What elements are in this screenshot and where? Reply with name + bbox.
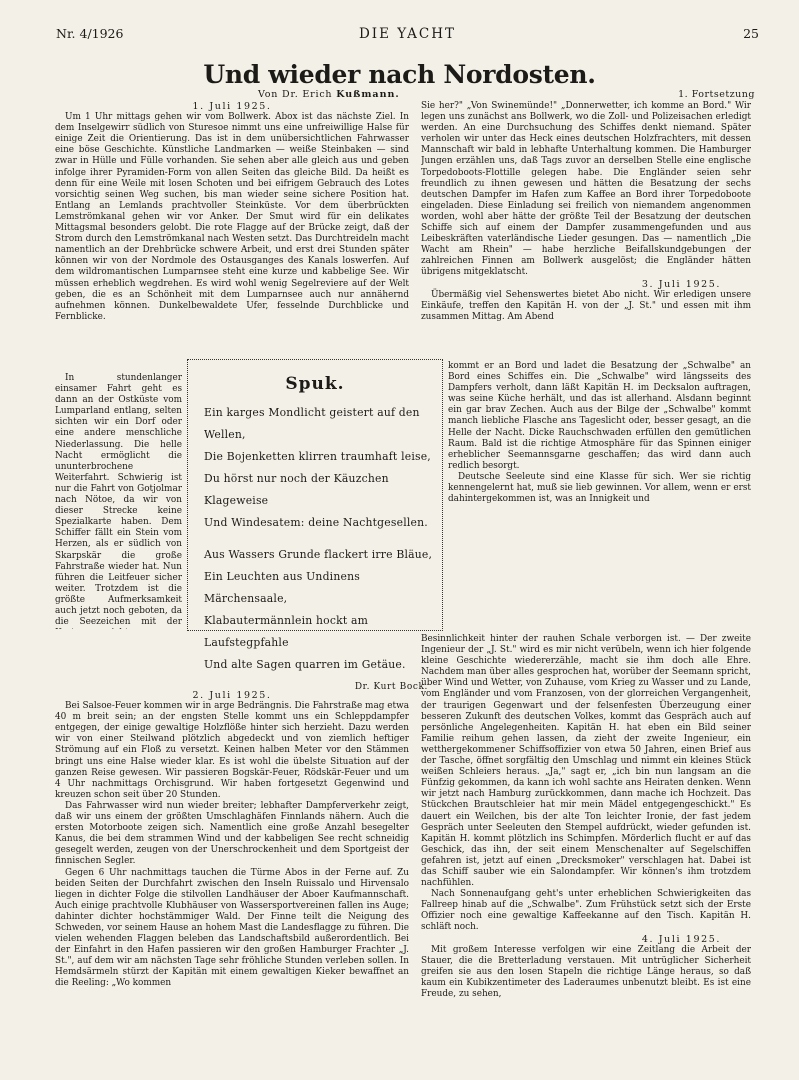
paragraph: Das Fahrwasser wird nun wieder breiter; lebhafter Dampferverkehr zeigt, daß wir uns einem der größten Umschlaghäfen Finnlands nähern. Auch die ersten Motorboote zeigen sich. Namentlich eine große Anzahl besegelter Kanus, die bei dem strammen Wind und der kabbeligen See recht schneidig gesegelt werden, zeugen von der Unerschrockenheit und dem Sportgeist der finnischen Segler. [55,800,409,867]
right-column-narrow [448,361,751,633]
left-column-bottom [55,690,409,1046]
paragraph: kommt er an Bord und ladet die Besatzung der „Schwalbe" an Bord eines Schiffes ein. Die „Schwalbe" wird längsseits des Dampfers verholt, dann läßt Kapitän H. im Decksalon auftragen, was seine Küche herhält, und das ist allerhand. Alsdann beginnt ein gar brav Zechen. Auch aus der Bilge der „Schwalbe" kommt manch liebliche Flasche ans Tageslicht oder, besser gesagt, an die Helle der Nacht. Dicke Rauchschwaden erfüllen den gemütlichen Raum. Bald ist die richtige Atmosphäre für das Spinnen einiger erheblicher Seemannsgarne geschaffen; das wird dann auch redlich besorgt. [448,361,751,471]
byline-prefix: Von Dr. Erich [258,89,337,100]
paragraph: Besinnlichkeit hinter der rauhen Schale verborgen ist. — Der zweite Ingenieur der „J. St." wird es mir nicht verübeln, wenn ich hier folgende kleine Geschichte wiedererzähle, macht sie ihm doch alle Ehre. Nachdem man über alles gesprochen hat, worüber der Seemann spricht, über Wind und Wetter, von Zuhause, vom Krieg zu Wasser und zu Lande, vom Engländer und vom Franzosen, von der glorreichen Vergangenheit, der traurigen Gegenwart und der felsenfesten Überzeugung einer besseren Zukunft des deutschen Volkes, kommt das Gespräch auch auf persönliche Angelegenheiten. Kapitän H. hat eben ein Bild seiner Familie reihum gehen lassen, da zieht der zweite Ingenieur, ein wetthergekommener Schiffsoffizier von etwa 50 Jahren, einen Brief aus der Tasche, öffnet sorgfältig den Umschlag und nimmt ein kleines Stück weißen Schleiers heraus. „Ja," sagt er, „ich bin nun langsam an die Fünfzig gekommen, da kann ich wohl sachte ans Heiraten denken. Wenn wir jetzt nach Hamburg zurückkommen, dann mache ich Hochzeit. Das Stückchen Brautschleier hat mir mein Mädel entgegengeschickt." Es dauert ein Weilchen, bis der alte Ton leichter Ironie, der fast jedem Gespräch unter Seeleuten den Stempel aufdrückt, wieder gefunden ist. Kapitän H. kommt plötzlich ins Schimpfen. Mörderlich flucht er auf das Geschick, das ihn, der seit einem Menschenalter auf Segelschiffen gefahren ist, jetzt auf einen „Drecksmoker" verschlagen hat. Dabei ist das Schiff sauber wie ein Salondampfer. Wir können's ihm trotzdem nachfühlen. [421,634,751,889]
left-column-top [55,101,409,373]
paragraph: Deutsche Seeleute sind eine Klasse für sich. Wer sie richtig kennengelernt hat, muß sie lieb gewinnen. Vor allem, wenn er erst dahintergekommen ist, was an Innigkeit und [448,471,751,505]
author-name: Kußmann. [336,89,400,100]
paragraph: Um 1 Uhr mittags gehen wir vom Bollwerk. Abox ist das nächste Ziel. In dem Inselgewirr südlich von Sturesoe nimmt uns eine unfreiwillige Halse für einige Zeit die Orientierung. Das ist in dem unübersichtlichen Fahrwasser eine böse Geschichte. Künstliche Landmarken — weiße Steinbaken — sind zwar in Hülle und Fülle vorhanden. Sie sehen aber alle gleich aus und geben infolge ihrer Pyramiden-Form von allen Seiten das gleiche Bild. Da heißt es denn für eine Weile mit losen Schoten und bei eifrigem Gebrauch des Lotes vorsichtig seinen Weg suchen, bis man wieder seine sichere Position hat. Entlang an Lemlands prachtvoller Steinküste. Vor dem überbrückten Lemströmkanal gehen wir vor Anker. Der Smut wird für ein delikates Mittagsmal besonders gelobt. Die rote Flagge auf der Brücke zeigt, daß der Strom durch den Lemströmkanal nach Westen setzt. Das Durchtreideln macht namentlich an der Drehbrücke schwere Arbeit, und erst drei Stunden später können wir von der Nordmole des Ostausganges des Kanals loswerfen. Auf dem wildromantischen Lumparnsee steht eine kurze und kabbelige See. Wir müssen erheblich wegdrehen. Es wird wohl wenig Segelreviere auf der Welt geben, die es an Schönheit mit dem Lumparnsee auch nur annähernd aufnehmen können. Dunkelbewaldete Ufer, fesselnde Durchblicke und Fernblicke. [55,112,409,322]
page-number: 25 [743,26,759,41]
date-heading: 3. Juli 1925. [641,278,721,290]
paragraph: Mit großem Interesse verfolgen wir eine Zeitlang die Arbeit der Stauer, die die Bretterladung verstauen. Mit untrüglicher Sicherheit greifen sie aus den losen Stapeln die richtige Länge heraus, so daß kaum ein Kubikzentimeter des Laderaumes unbenutzt bleibt. Es ist eine Freude, zu sehen, [421,944,751,999]
continuation-label: 1. Fortsetzung [678,89,755,100]
poem-author: Dr. Kurt Bock. [354,682,428,692]
paragraph: In stundenlanger einsamer Fahrt geht es dann an der Ostküste vom Lumparland entlang, selten sichten wir ein Dorf oder eine andere menschliche Niederlassung. Die helle Nacht ermöglicht die ununterbrochene Weiterfahrt. Schwierig ist nur die Fahrt von Gotjolmar nach Nötoe, da wir von dieser Strecke keine Spezialkarte haben. Dem Schiffer fällt ein Stein vom Herzen, als er südlich von Skarpskär die große Fahrstraße wieder hat. Nun führen die Leitfeuer sicher weiter. Trotzdem ist die größte Aufmerksamkeit auch jetzt noch geboten, da die Seezeichen mit der [55,373,182,628]
paragraph: Sie her?" „Von Swinemünde!" „Donnerwetter, ich komme an Bord." Wir legen uns zunächst ans Bollwerk, wo die Zoll- und Polizeisachen erledigt werden. An eine Durchsuchung des Schiffes denkt niemand. Später verholen wir unter das Heck eines deutschen Holzfrachters, mit dessen Mannschaft wir bald in lebhafte Unterhaltung kommen. Die Hamburger Jungen erzählen uns, daß Tags zuvor an derselben Stelle eine englische Torpedoboots-Flottille gelegen habe. Die Engländer seien sehr freundlich zu ihnen gewesen und hätten die Besatzung der sechs deutschen Dampfer im Hafen zum Kaffee an Bord ihrer Torpedoboote eingeladen. Diese Einladung sei freilich von niemandem angenommen worden, wohl aber hätte der größte Teil der Besatzung der deutschen Schiffe sich auf einem der Dampfer zusammengefunden und aus Leibeskräften vaterländische Lieder gesungen. Das — namentlich „Die Wacht am Rhein" — habe herzliche Beifallskundgebungen der zahlreichen Finnen am Bollwerk ausgelöst; die Engländer hätten übrigens mitgeklatscht. [421,101,751,278]
poem-title: Spuk. [285,374,345,394]
paragraph: Nach Sonnenaufgang geht's unter erheblichen Schwierigkeiten das Fallreep hinab auf die „Schwalbe". Zum Frühstück setzt sich der Erste Offizier noch eine gewaltige Kaffeekanne auf den Tisch. Kapitän H. schläft noch. [421,889,751,933]
poem-line: Die Bojenketten klirren traumhaft leise, [204,450,431,463]
poem-line: Aus Wassers Grunde flackert irre Bläue, [204,548,433,561]
poem-line: Und alte Sagen quarren im Getäue. [204,658,406,671]
right-column-bottom [421,634,751,1046]
paragraph: Übermäßig viel Sehenswertes bietet Abo nicht. Wir erledigen unsere Einkäufe, treffen den Kapitän H. von der „J. St." und essen mit ihm zusammen Mittag. Am Abend [421,289,751,322]
magazine-title: DIE YACHT [358,26,457,42]
poem-line: Und Windesatem: deine Nachtgesellen. [204,516,428,529]
poem-box [187,359,443,692]
paragraph: Gegen 6 Uhr nachmittags tauchen die Türme Abos in der Ferne auf. Zu beiden Seiten der Durchfahrt zwischen den Inseln Ruissalo und Hirvensalo liegen in dichter Folge die stilvollen Landhäuser der Aboer Kaufmannschaft. Auch einige prachtvolle Klubhäuser von Wassersportvereinen fallen ins Auge; dahinter dichter hochstämmiger Wald. Der Finne teilt die Neigung des Schweden, vor seinem Hause an hohem Mast die Landesflagge zu führen. Die vielen wehenden Flaggen beleben das Landschaftsbild außerordentlich. Bei der Einfahrt in den Hafen passieren wir den großen Hamburger Frachter „J. St.", auf dem wir am nächsten Tage sehr fröhliche Stunden verleben sollen. In Hemdsärmeln stürzt der Kapitän mit einem gewaltigen Kieker bewaffnet an die Reeling: „Wo kommen [55,867,409,989]
right-column-top [421,101,751,361]
article-title: Und wieder nach Nordosten. [203,60,596,89]
date-heading: 4. Juli 1925. [641,933,721,945]
poem-line: Ein karges Mondlicht geistert auf den Wellen, [204,406,420,441]
date-heading: 1. Juli 1925. [192,101,272,112]
paragraph: Bei Salsoe-Feuer kommen wir in arge Bedrängnis. Die Fahrstraße mag etwa 40 m breit sein; an der engsten Stelle kommt uns ein Schleppdampfer entgegen, der einige gewaltige Holzflöße hinter sich herzieht. Dazu werden wir von einer Steilwand plötzlich abgedeckt und von ziemlich heftiger Strömung auf ein Floß zu versetzt. Keinen halben Meter vor den Stämmen bringt uns eine Halse wieder klar. Es ist wohl die übelste Situation auf der ganzen Reise gewesen. Wir passieren Bogskär-Feuer, Rödskär-Feuer und um 4 Uhr nachmittags Orchisgrund. Wir haben fortgesetzt Gegenwind und kreuzen schon seit über 20 Stunden. [55,701,409,800]
issue-number: Nr. 4/1926 [56,26,124,41]
date-heading: 2. Juli 1925. [192,690,272,701]
poem-line: Klabautermännlein hockt am Laufstegpfahle [204,614,369,649]
article-byline [258,89,400,100]
poem-line: Du hörst nur noch der Käuzchen Klageweise [204,472,389,507]
left-column-narrow [55,373,182,629]
page-header [56,26,759,44]
poem-line: Ein Leuchten aus Undinens Märchensaale, [204,570,360,605]
